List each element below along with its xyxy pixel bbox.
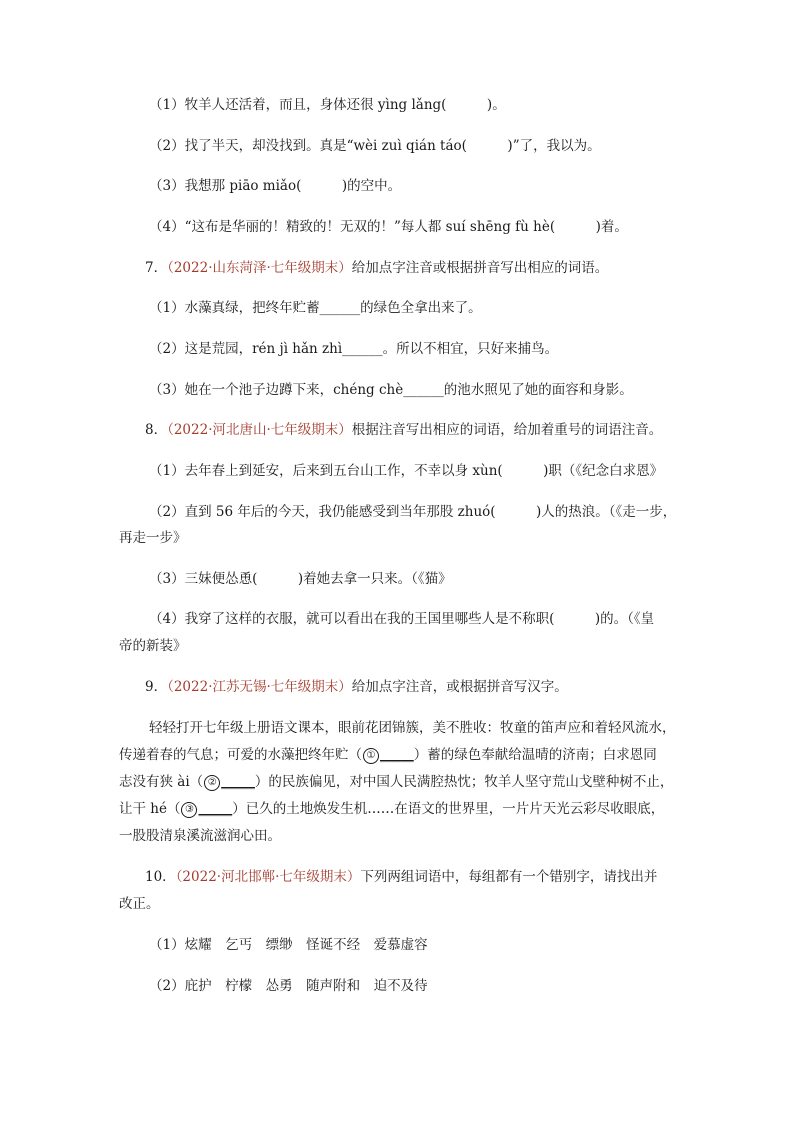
q8-heading (145, 420, 662, 440)
q9-para-line-2: 传递着春的气息；可爱的水藻把终年贮（ ① _____）蓄的绿色奉献给温晴的济南；白求恩同 (119, 747, 657, 763)
q10-stem: 下列两组词语中，每组都有一个错别字，请找出并 (360, 869, 658, 885)
q8-stem: 根据注音写出相应的词语，给加着重号的词语注音。 (351, 422, 663, 438)
blank-3: _____ (198, 801, 233, 817)
q9-para-line-1: 轻轻打开七年级上册语文课本，眼前花团锦簇，美不胜收：牧童的笛声应和着轻风流水， (149, 720, 676, 736)
q10-item-2: （2）庇护 柠檬 怂勇 随声附和 迫不及待 (149, 978, 428, 994)
q8-item-2-cont: 再走一步》 (119, 530, 187, 546)
q9-number: 9． (145, 679, 168, 695)
q10-item-1: （1）炫耀 乞丐 缥缈 怪诞不经 爱慕虚容 (149, 937, 428, 953)
q10-source: （2022·河北邯郸·七年级期末） (175, 869, 361, 885)
q8-item-2: （2）直到 56 年后的今天，我仍能感受到当年那股 zhuó( )人的热浪。（《走一步， (149, 504, 677, 520)
q8-item-4: （4）我穿了这样的衣服，就可以看出在我的王国里哪些人是不称职( )的。（《皇 (149, 611, 655, 627)
q7-item-3: （3）她在一个池子边蹲下来，chéng chè______的池水照见了她的面容和身影。 (149, 382, 633, 398)
q7-item-1: （1）水藻真绿，把终年贮蓄______的绿色全拿出来了。 (149, 300, 482, 316)
blank-marker-1: ① (363, 748, 379, 764)
blank-marker-2: ② (204, 775, 220, 791)
q8-item-4-cont: 帝的新装》 (119, 638, 187, 654)
blank-1: _____ (380, 747, 414, 763)
q8-source: （2022·河北唐山·七年级期末） (167, 422, 352, 438)
q7-stem: 给加点字注音或根据拼音写出相应的词语。 (351, 260, 609, 276)
q8-item-3: （3）三妹便怂恿( )着她去拿一只来。（《猫》 (149, 571, 452, 587)
q9-source: （2022·江苏无锡·七年级期末） (167, 679, 352, 695)
q10-number: 10． (145, 869, 176, 885)
q8-number: 8． (145, 422, 168, 438)
q8-item-1: （1）去年春上到延安，后来到五台山工作，不幸以身 xùn( )职（《纪念白求恩》 (149, 463, 664, 479)
q9-para-line-4: 让干 hé（ ③ _____）已久的土地焕发生机……在语文的世界里，一片片天光云彩尽收眼底， (119, 801, 665, 817)
q7-number: 7． (145, 260, 168, 276)
blank-marker-3: ③ (181, 802, 197, 818)
q9-stem: 给加点字注音，或根据拼音写汉字。 (351, 679, 568, 695)
blank-2: _____ (221, 774, 255, 790)
q9-para-line-5: 一股股清泉溪流滋润心田。 (119, 828, 281, 844)
q10-stem-cont: 改正。 (119, 896, 160, 912)
q7-heading (145, 258, 608, 278)
q6-item-3: （3）我想那 piāo miǎo( )的空中。 (149, 178, 402, 194)
q7-source: （2022·山东菏泽·七年级期末） (167, 260, 352, 276)
q6-item-4: （4）“这布是华丽的！精致的！无双的！”每人都 suí shēng fù hè( )着。 (149, 219, 628, 235)
q6-item-2: （2）找了半天，却没找到。真是“wèi zuì qián táo( )”了，我以为。 (149, 138, 601, 154)
q7-item-2: （2）这是荒园，rén jì hǎn zhì______。所以不相宜，只好来捕鸟。 (149, 341, 559, 357)
q10-heading (145, 867, 657, 887)
q6-item-1: （1）牧羊人还活着，而且，身体还很 yìng lǎng( )。 (149, 97, 506, 113)
q9-para-line-3: 志没有狭 ài（ ② _____）的民族偏见，对中国人民满腔热忱；牧羊人坚守荒山戈壁种树不止， (119, 774, 674, 790)
q9-heading (145, 677, 568, 697)
